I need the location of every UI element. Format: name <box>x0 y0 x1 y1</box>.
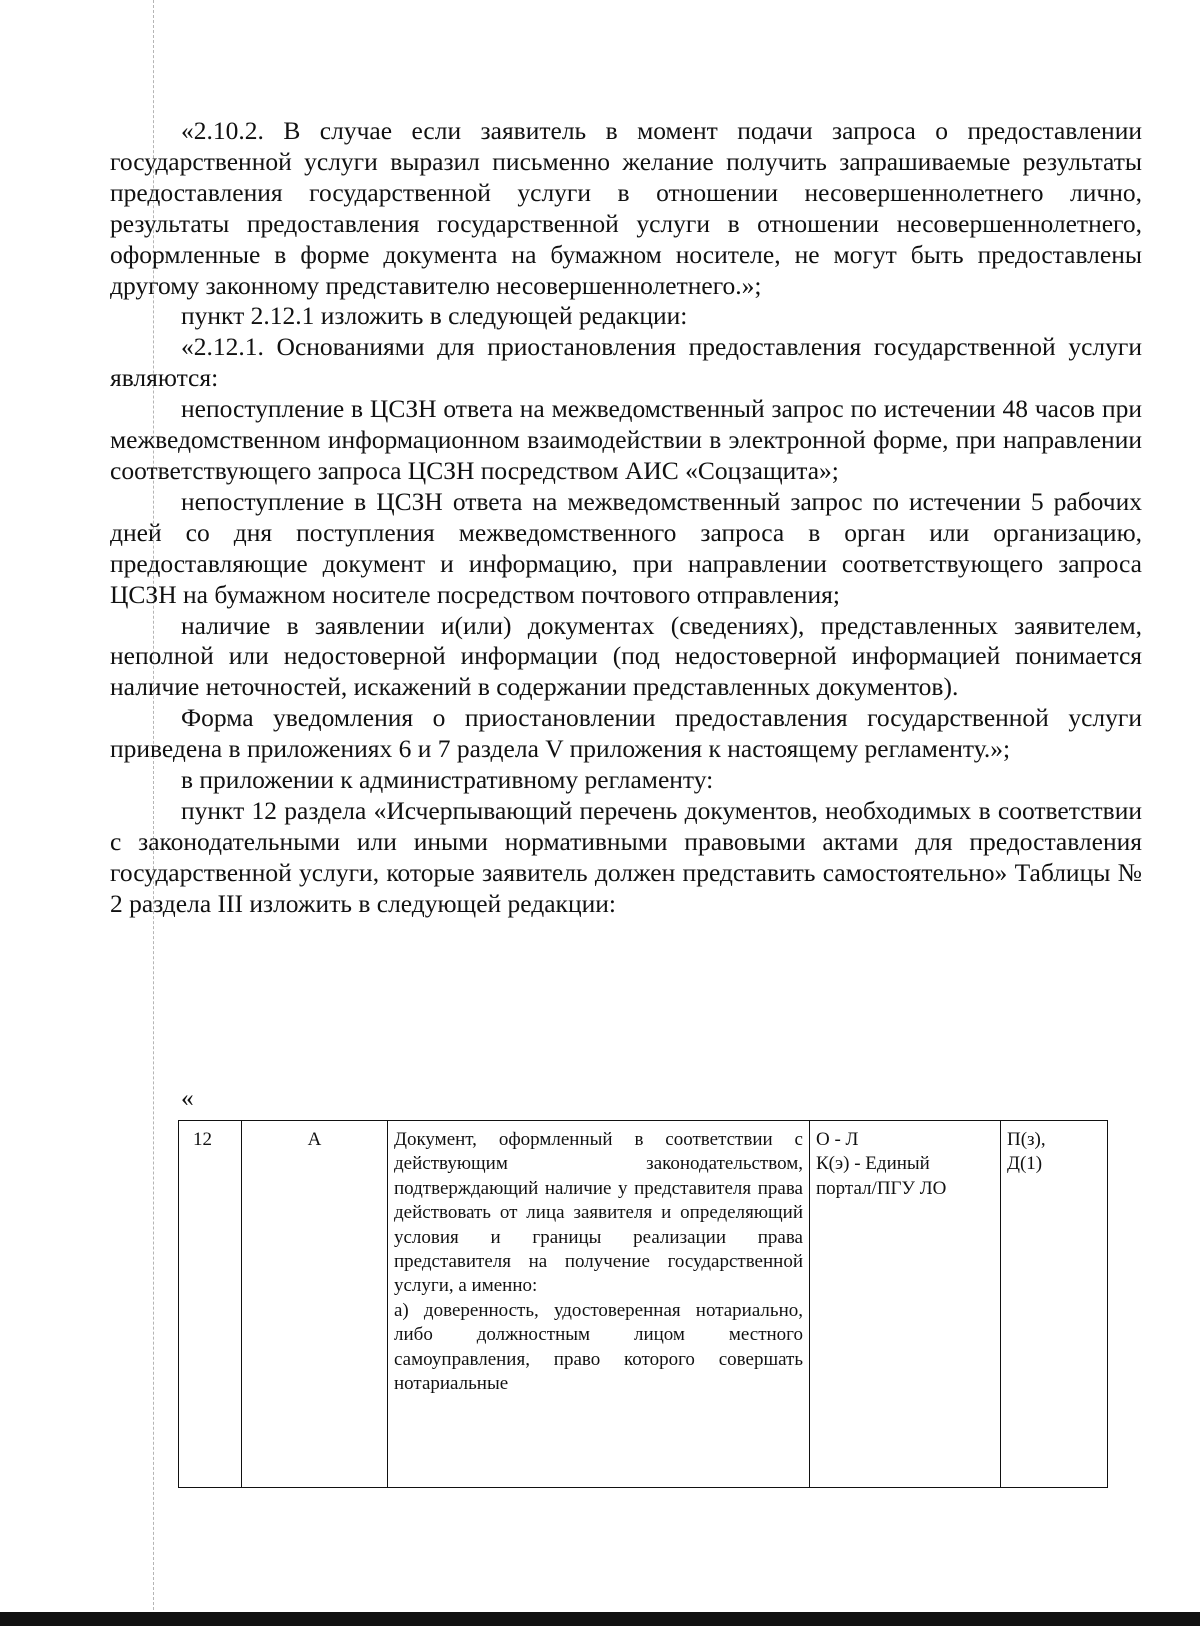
type-line-2: Д(1) <box>1007 1153 1043 1175</box>
cell-requirement <box>810 1121 1001 1488</box>
table-open-quote: « <box>181 1083 194 1112</box>
paragraph-ground-5-days: непоступление в ЦСЗН ответа на межведомственный запрос по истечении 5 рабочих дней со дня поступления межведомственного запроса в орган или организацию, предоставляющие документ и информацию, при направлении соответствующего запроса ЦСЗН на бумажном носителе посредством почтового отправления; <box>110 486 1142 609</box>
paragraph-appendix-intro: в приложении к административному регламенту: <box>181 765 714 795</box>
paragraph-point-12: пункт 12 раздела «Исчерпывающий перечень документов, необходимых в соответствии с законодательными или иными нормативными правовыми актами для предоставления государственной услуги, которые заявитель должен представить самостоятельно» Таблицы № 2 раздела III изложить в следующей редакции: <box>110 795 1142 918</box>
cell-number: 12 <box>179 1121 242 1488</box>
document-intro: Документ, оформленный в соответствии с действующим законодательством, подтверждающий наличие у представителя права действовать от лица заявителя и определяющий условия и границы реализации права представителя на получение государственной услуги, а именно: <box>394 1129 803 1297</box>
type-line-1: П(з), <box>1007 1129 1046 1150</box>
paragraph-amend-2-12-1: пункт 2.12.1 изложить в следующей редакции: <box>181 301 688 331</box>
paragraph-2-12-1: «2.12.1. Основаниями для приостановления предоставления государственной услуги являются: <box>110 332 1142 393</box>
documents-table <box>178 1120 1108 1488</box>
document-item-a: а) доверенность, удостоверенная нотариально, либо должностным лицом местного самоуправления, право которого совершать нотариальные <box>394 1299 803 1395</box>
paragraph-notice-form: Форма уведомления о приостановлении предоставления государственной услуги приведена в приложениях 6 и 7 раздела V приложения к настоящему регламенту.»; <box>110 703 1142 764</box>
scan-bottom-edge <box>0 1612 1200 1626</box>
paragraph-ground-incomplete-info: наличие в заявлении и(или) документах (сведениях), представленных заявителем, неполной или недостоверной информации (под недостоверной информацией понимается наличие неточностей, искажений в содержании представленных документов). <box>110 610 1142 702</box>
paragraph-ground-48-hours: непоступление в ЦСЗН ответа на межведомственный запрос по истечении 48 часов при межведомственном информационном взаимодействии в электронной форме, при направлении соответствующего запроса ЦСЗН посредством АИС «Соцзащита»; <box>110 394 1142 485</box>
table-row <box>179 1121 1108 1488</box>
cell-letter: А <box>242 1121 388 1488</box>
requirement-line-2: К(э) - Единый портал/ПГУ ЛО <box>816 1153 947 1199</box>
paragraph-2-10-2: «2.10.2. В случае если заявитель в момент подачи запроса о предоставлении государственной услуги выразил письменно желание получить запрашиваемые результаты предоставления государственной услуги в отношении несовершеннолетнего лично, результаты предоставления государственной услуги в отношении несовершеннолетнего, оформленные в форме документа на бумажном носителе, не могут быть предоставлены другому законному представителю несовершеннолетнего.»; <box>110 116 1142 300</box>
requirement-line-1: О - Л <box>816 1129 859 1150</box>
document-body <box>110 116 1142 920</box>
cell-document <box>388 1121 810 1488</box>
cell-type <box>1001 1121 1108 1488</box>
